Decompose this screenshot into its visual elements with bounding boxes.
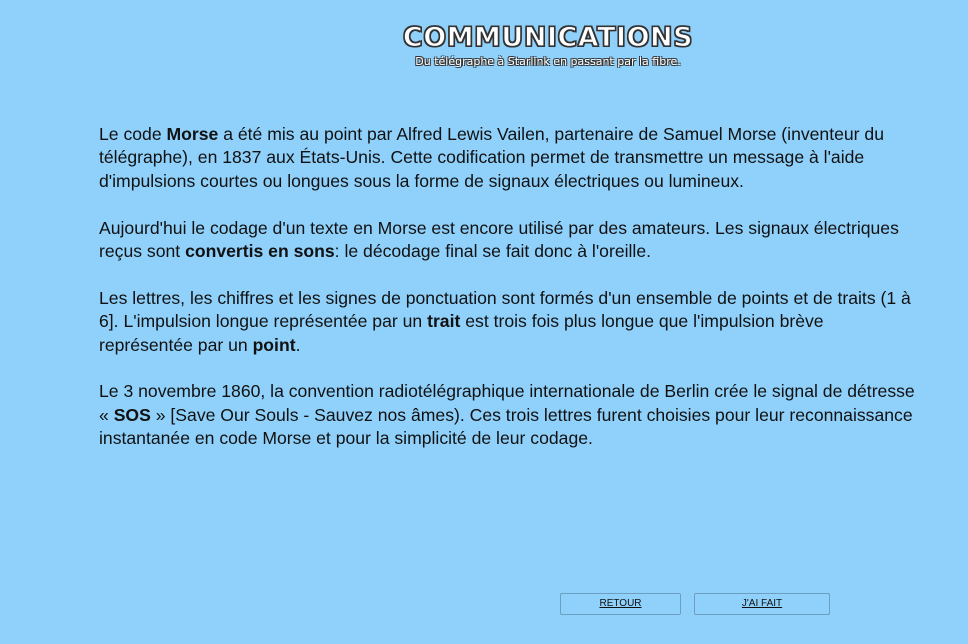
text-run: Le 3 novembre 1860, la convention radiotélégraphique internationale de Berlin crée le signal de détresse « xyxy=(99,381,915,425)
page-subtitle: Du télégraphe à Starlink en passant par la fibre. xyxy=(415,55,681,68)
bold-text: point xyxy=(252,334,296,355)
text-run: Le code xyxy=(99,124,167,144)
bold-text: SOS xyxy=(113,404,151,425)
paragraph xyxy=(99,380,919,450)
text-run: est trois fois plus longue que l'impulsion brève représentée par un xyxy=(99,311,824,355)
paragraph xyxy=(99,123,919,193)
page-title: COMMUNICATIONS xyxy=(402,22,694,53)
text-run: Les lettres, les chiffres et les signes de ponctuation sont formés d'un ensemble de points et de traits (1 à 6]. L'impulsion longue représentée par un xyxy=(99,287,911,332)
header xyxy=(0,0,968,90)
text-run: a été mis au point par Alfred Lewis Vailen, partenaire de Samuel Morse (inventeur du télégraphe), en 1837 aux États-Unis. Cette codification permet de transmettre un message à l'aide d'impulsions courtes ou longues sous la forme de signaux électriques ou lumineux. xyxy=(99,124,884,191)
text-run: : le décodage final se fait donc à l'oreille. xyxy=(334,241,652,262)
bold-text: trait xyxy=(427,311,461,332)
text-run: Aujourd'hui le codage d'un texte en Morse est encore utilisé par des amateurs. Les signaux électriques reçus sont xyxy=(99,217,899,262)
bold-text: Morse xyxy=(166,124,219,144)
text-run: . xyxy=(295,334,301,355)
text-run: » [Save Our Souls - Sauvez nos âmes). Ces trois lettres furent choisies pour leur reconnaissance instantanée en code Morse et pour la simplicité de leur codage. xyxy=(99,404,913,449)
back-button[interactable]: RETOUR xyxy=(560,593,681,615)
content-text xyxy=(99,123,919,474)
paragraph xyxy=(99,287,919,357)
bold-text: convertis en sons xyxy=(185,241,335,262)
done-button[interactable]: J'AI FAIT xyxy=(694,593,830,615)
paragraph xyxy=(99,217,919,264)
